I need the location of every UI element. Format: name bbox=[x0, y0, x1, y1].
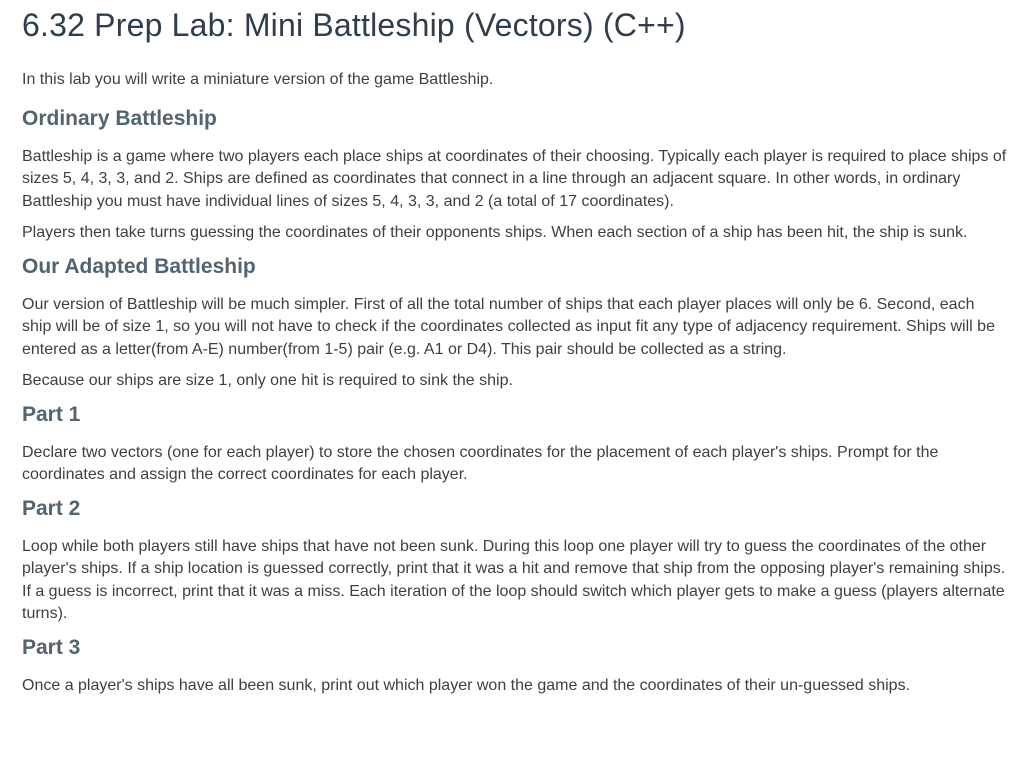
section-ordinary-battleship bbox=[22, 106, 1008, 245]
section-heading: Part 1 bbox=[22, 402, 81, 426]
paragraph: Players then take turns guessing the coordinates of their opponents ships. When each section of a ship has been hit, the ship is sunk. bbox=[22, 224, 968, 241]
paragraph: Once a player's ships have all been sunk, print out which player won the game and the coordinates of their un-guessed ships. bbox=[22, 676, 911, 694]
section-heading: Ordinary Battleship bbox=[22, 106, 217, 130]
paragraph: Our version of Battleship will be much simpler. First of all the total number of ships that each player places will only be 6. Second, each ship will be of size 1, so you will not have to check if the coordinates collected as input fit any type of adjacency requirement. Ships will be entered as a letter(from A-E) number(from 1-5) pair (e.g. A1 or D4). This pair should be collected as a string. bbox=[22, 295, 995, 358]
paragraph: Battleship is a game where two players each place ships at coordinates of their choosing. Typically each player is required to place ships of sizes 5, 4, 3, 3, and 2. Ships are defined as coordinates that connect in a line through an adjacent square. In other words, in ordinary Battleship you must have individual lines of sizes 5, 4, 3, 3, and 2 (a total of 17 coordinates). bbox=[22, 147, 1007, 210]
section-part-3 bbox=[22, 635, 1008, 698]
section-heading: Part 3 bbox=[22, 635, 81, 659]
intro-text: In this lab you will write a miniature version of the game Battleship. bbox=[22, 71, 494, 88]
section-heading: Part 2 bbox=[22, 496, 81, 520]
paragraph: Because our ships are size 1, only one hit is required to sink the ship. bbox=[22, 372, 513, 389]
paragraph: Declare two vectors (one for each player) to store the chosen coordinates for the placement of each player's ships. Prompt for the coordinates and assign the correct coordinates for each player. bbox=[22, 443, 939, 483]
section-our-adapted-battleship bbox=[22, 254, 1008, 393]
section-part-2 bbox=[22, 496, 1008, 626]
section-heading: Our Adapted Battleship bbox=[22, 254, 256, 278]
paragraph: Loop while both players still have ships that have not been sunk. During this loop one player will try to guess the coordinates of the other player's ships. If a ship location is guessed correctly, print that it was a hit and remove that ship from the opposing player's remaining ships. If a guess is incorrect, print that it was a miss. Each iteration of the loop should switch which player gets to make a guess (players alternate turns). bbox=[22, 537, 1006, 622]
section-part-1 bbox=[22, 402, 1008, 487]
page-title: 6.32 Prep Lab: Mini Battleship (Vectors) (C++) bbox=[22, 7, 686, 43]
